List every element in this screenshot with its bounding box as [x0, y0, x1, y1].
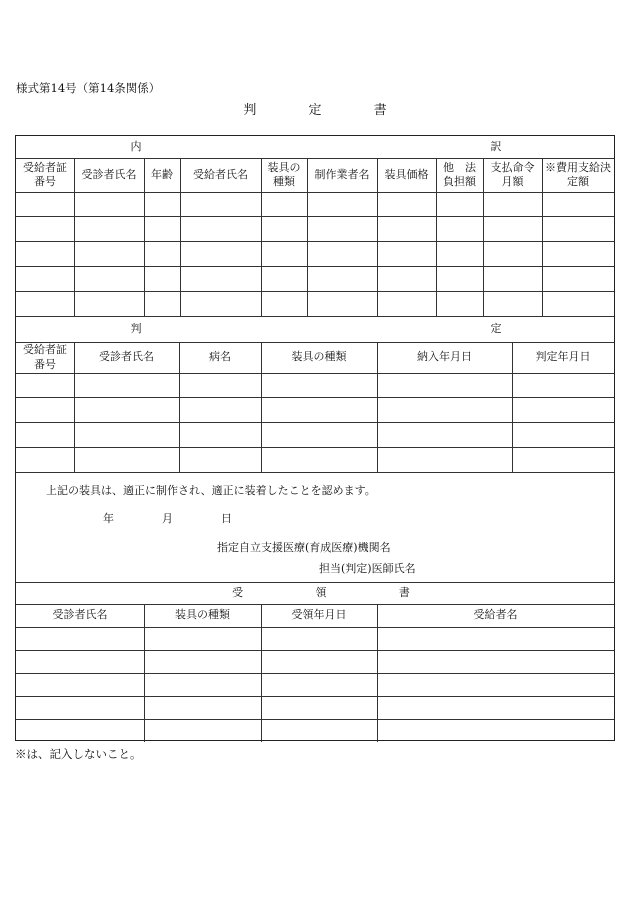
grid-line [16, 472, 614, 473]
date-day-label: 日 [221, 512, 232, 525]
breakdown-entry-cell[interactable] [16, 291, 74, 316]
breakdown-entry-cell[interactable] [180, 266, 261, 291]
judgement-entry-cell[interactable] [377, 397, 512, 422]
judgement-entry-cell[interactable] [512, 373, 614, 397]
judgement-column-header: 受給者証 番号 [23, 343, 67, 371]
judgement-heading-right: 定 [490, 321, 502, 335]
receipt-entry-cell[interactable] [144, 696, 261, 719]
receipt-entry-cell[interactable] [16, 627, 144, 650]
breakdown-entry-cell[interactable] [144, 192, 180, 216]
judgement-entry-cell[interactable] [16, 397, 74, 422]
breakdown-entry-cell[interactable] [436, 192, 483, 216]
breakdown-entry-cell[interactable] [483, 266, 542, 291]
receipt-column-header: 受診者氏名 [52, 608, 108, 622]
judgement-entry-cell[interactable] [261, 373, 377, 397]
receipt-entry-cell[interactable] [261, 719, 377, 742]
breakdown-entry-cell[interactable] [180, 241, 261, 266]
breakdown-entry-cell[interactable] [307, 216, 377, 241]
footnote: ※は、記入しないこと。 [15, 747, 142, 761]
judgement-entry-cell[interactable] [16, 422, 74, 447]
receipt-entry-cell[interactable] [377, 696, 614, 719]
judgement-column-header: 病名 [209, 350, 231, 364]
receipt-entry-cell[interactable] [377, 650, 614, 673]
breakdown-entry-cell[interactable] [307, 266, 377, 291]
receipt-entry-cell[interactable] [16, 673, 144, 696]
receipt-entry-cell[interactable] [144, 673, 261, 696]
breakdown-entry-cell[interactable] [144, 291, 180, 316]
receipt-entry-cell[interactable] [377, 627, 614, 650]
breakdown-entry-cell[interactable] [377, 266, 436, 291]
judgement-entry-cell[interactable] [16, 373, 74, 397]
breakdown-column-header: 他 法 負担額 [443, 160, 476, 188]
judgement-column-header: 納入年月日 [417, 350, 472, 364]
judgement-entry-cell[interactable] [512, 422, 614, 447]
breakdown-entry-cell[interactable] [180, 192, 261, 216]
breakdown-entry-cell[interactable] [180, 291, 261, 316]
judgement-column-header: 受診者氏名 [99, 350, 154, 364]
judgement-column-header: 装具の種類 [291, 350, 347, 364]
breakdown-entry-cell[interactable] [261, 241, 307, 266]
form-number: 様式第14号（第14条関係） [16, 81, 161, 95]
breakdown-entry-cell[interactable] [377, 241, 436, 266]
breakdown-entry-cell[interactable] [542, 192, 614, 216]
breakdown-entry-cell[interactable] [436, 291, 483, 316]
receipt-entry-cell[interactable] [261, 696, 377, 719]
breakdown-entry-cell[interactable] [377, 291, 436, 316]
receipt-entry-cell[interactable] [261, 650, 377, 673]
receipt-title-char: 領 [315, 585, 327, 599]
receipt-column-header: 受領年月日 [291, 608, 347, 622]
judgement-column-header: 判定年月日 [535, 350, 591, 364]
breakdown-entry-cell[interactable] [74, 241, 144, 266]
breakdown-entry-cell[interactable] [307, 192, 377, 216]
judgement-entry-cell[interactable] [16, 447, 74, 472]
breakdown-entry-cell[interactable] [542, 216, 614, 241]
judgement-entry-cell[interactable] [179, 422, 261, 447]
judgement-entry-cell[interactable] [377, 447, 512, 472]
judgement-entry-cell[interactable] [261, 447, 377, 472]
breakdown-entry-cell[interactable] [16, 216, 74, 241]
judgement-entry-cell[interactable] [512, 447, 614, 472]
judgement-entry-cell[interactable] [74, 397, 179, 422]
breakdown-entry-cell[interactable] [436, 241, 483, 266]
judgement-entry-cell[interactable] [261, 422, 377, 447]
breakdown-entry-cell[interactable] [261, 192, 307, 216]
receipt-entry-cell[interactable] [377, 673, 614, 696]
breakdown-entry-cell[interactable] [307, 241, 377, 266]
receipt-entry-cell[interactable] [16, 719, 144, 742]
breakdown-entry-cell[interactable] [542, 291, 614, 316]
breakdown-entry-cell[interactable] [144, 241, 180, 266]
receipt-entry-cell[interactable] [261, 673, 377, 696]
breakdown-entry-cell[interactable] [261, 216, 307, 241]
judgement-entry-cell[interactable] [74, 447, 179, 472]
breakdown-entry-cell[interactable] [74, 291, 144, 316]
certification-statement: 上記の装具は、適正に制作され、適正に装着したことを認めます。 [46, 484, 376, 497]
breakdown-column-header: 装具の 種類 [267, 160, 301, 188]
breakdown-column-header: 受給者証 番号 [23, 160, 67, 188]
breakdown-entry-cell[interactable] [74, 266, 144, 291]
breakdown-entry-cell[interactable] [16, 266, 74, 291]
judgement-entry-cell[interactable] [377, 373, 512, 397]
breakdown-column-header: 制作業者名 [314, 167, 370, 181]
receipt-title [196, 582, 446, 604]
breakdown-entry-cell[interactable] [74, 216, 144, 241]
title-char: 書 [373, 103, 387, 118]
receipt-entry-cell[interactable] [16, 650, 144, 673]
receipt-entry-cell[interactable] [261, 627, 377, 650]
breakdown-column-header: 受給者氏名 [193, 167, 248, 181]
receipt-title-char: 書 [398, 585, 410, 599]
receipt-column-header: 装具の種類 [175, 608, 230, 622]
breakdown-entry-cell[interactable] [144, 216, 180, 241]
document-title [0, 99, 630, 118]
breakdown-entry-cell[interactable] [483, 291, 542, 316]
receipt-entry-cell[interactable] [377, 719, 614, 742]
receipt-entry-cell[interactable] [144, 650, 261, 673]
doctor-name-label: 担当(判定)医師氏名 [319, 562, 416, 575]
judgement-entry-cell[interactable] [74, 373, 179, 397]
breakdown-entry-cell[interactable] [436, 216, 483, 241]
breakdown-entry-cell[interactable] [16, 192, 74, 216]
judgement-heading-left: 判 [130, 321, 142, 335]
breakdown-column-header: ※費用支給決 定額 [545, 160, 611, 188]
breakdown-entry-cell[interactable] [261, 291, 307, 316]
breakdown-entry-cell[interactable] [16, 241, 74, 266]
breakdown-heading-right: 訳 [490, 139, 502, 153]
breakdown-entry-cell[interactable] [542, 241, 614, 266]
breakdown-column-header: 受診者氏名 [81, 167, 137, 181]
judgement-entry-cell[interactable] [512, 397, 614, 422]
institution-name-label: 指定自立支援医療(育成医療)機関名 [217, 541, 391, 554]
judgement-entry-cell[interactable] [261, 397, 377, 422]
judgement-entry-cell[interactable] [179, 447, 261, 472]
date-year-label: 年 [103, 512, 114, 525]
breakdown-entry-cell[interactable] [377, 216, 436, 241]
judgement-entry-cell[interactable] [179, 373, 261, 397]
judgement-entry-cell[interactable] [377, 422, 512, 447]
receipt-entry-cell[interactable] [144, 627, 261, 650]
breakdown-entry-cell[interactable] [483, 241, 542, 266]
breakdown-entry-cell[interactable] [307, 291, 377, 316]
breakdown-column-header: 装具価格 [384, 167, 429, 181]
breakdown-entry-cell[interactable] [261, 266, 307, 291]
judgement-entry-cell[interactable] [179, 397, 261, 422]
receipt-entry-cell[interactable] [144, 719, 261, 742]
breakdown-column-header: 支払命令 月額 [490, 160, 535, 188]
title-char: 定 [308, 103, 322, 118]
breakdown-entry-cell[interactable] [483, 216, 542, 241]
breakdown-entry-cell[interactable] [377, 192, 436, 216]
receipt-title-char: 受 [232, 585, 244, 599]
receipt-entry-cell[interactable] [16, 696, 144, 719]
breakdown-entry-cell[interactable] [180, 216, 261, 241]
breakdown-entry-cell[interactable] [144, 266, 180, 291]
breakdown-entry-cell[interactable] [74, 192, 144, 216]
breakdown-entry-cell[interactable] [542, 266, 614, 291]
title-char: 判 [243, 103, 257, 118]
judgement-entry-cell[interactable] [74, 422, 179, 447]
breakdown-column-header: 年齢 [151, 167, 173, 181]
date-month-label: 月 [162, 512, 173, 525]
receipt-column-header: 受給者名 [473, 608, 518, 622]
breakdown-entry-cell[interactable] [483, 192, 542, 216]
form-sheet [15, 135, 615, 741]
breakdown-heading-left: 内 [130, 139, 142, 153]
breakdown-entry-cell[interactable] [436, 266, 483, 291]
